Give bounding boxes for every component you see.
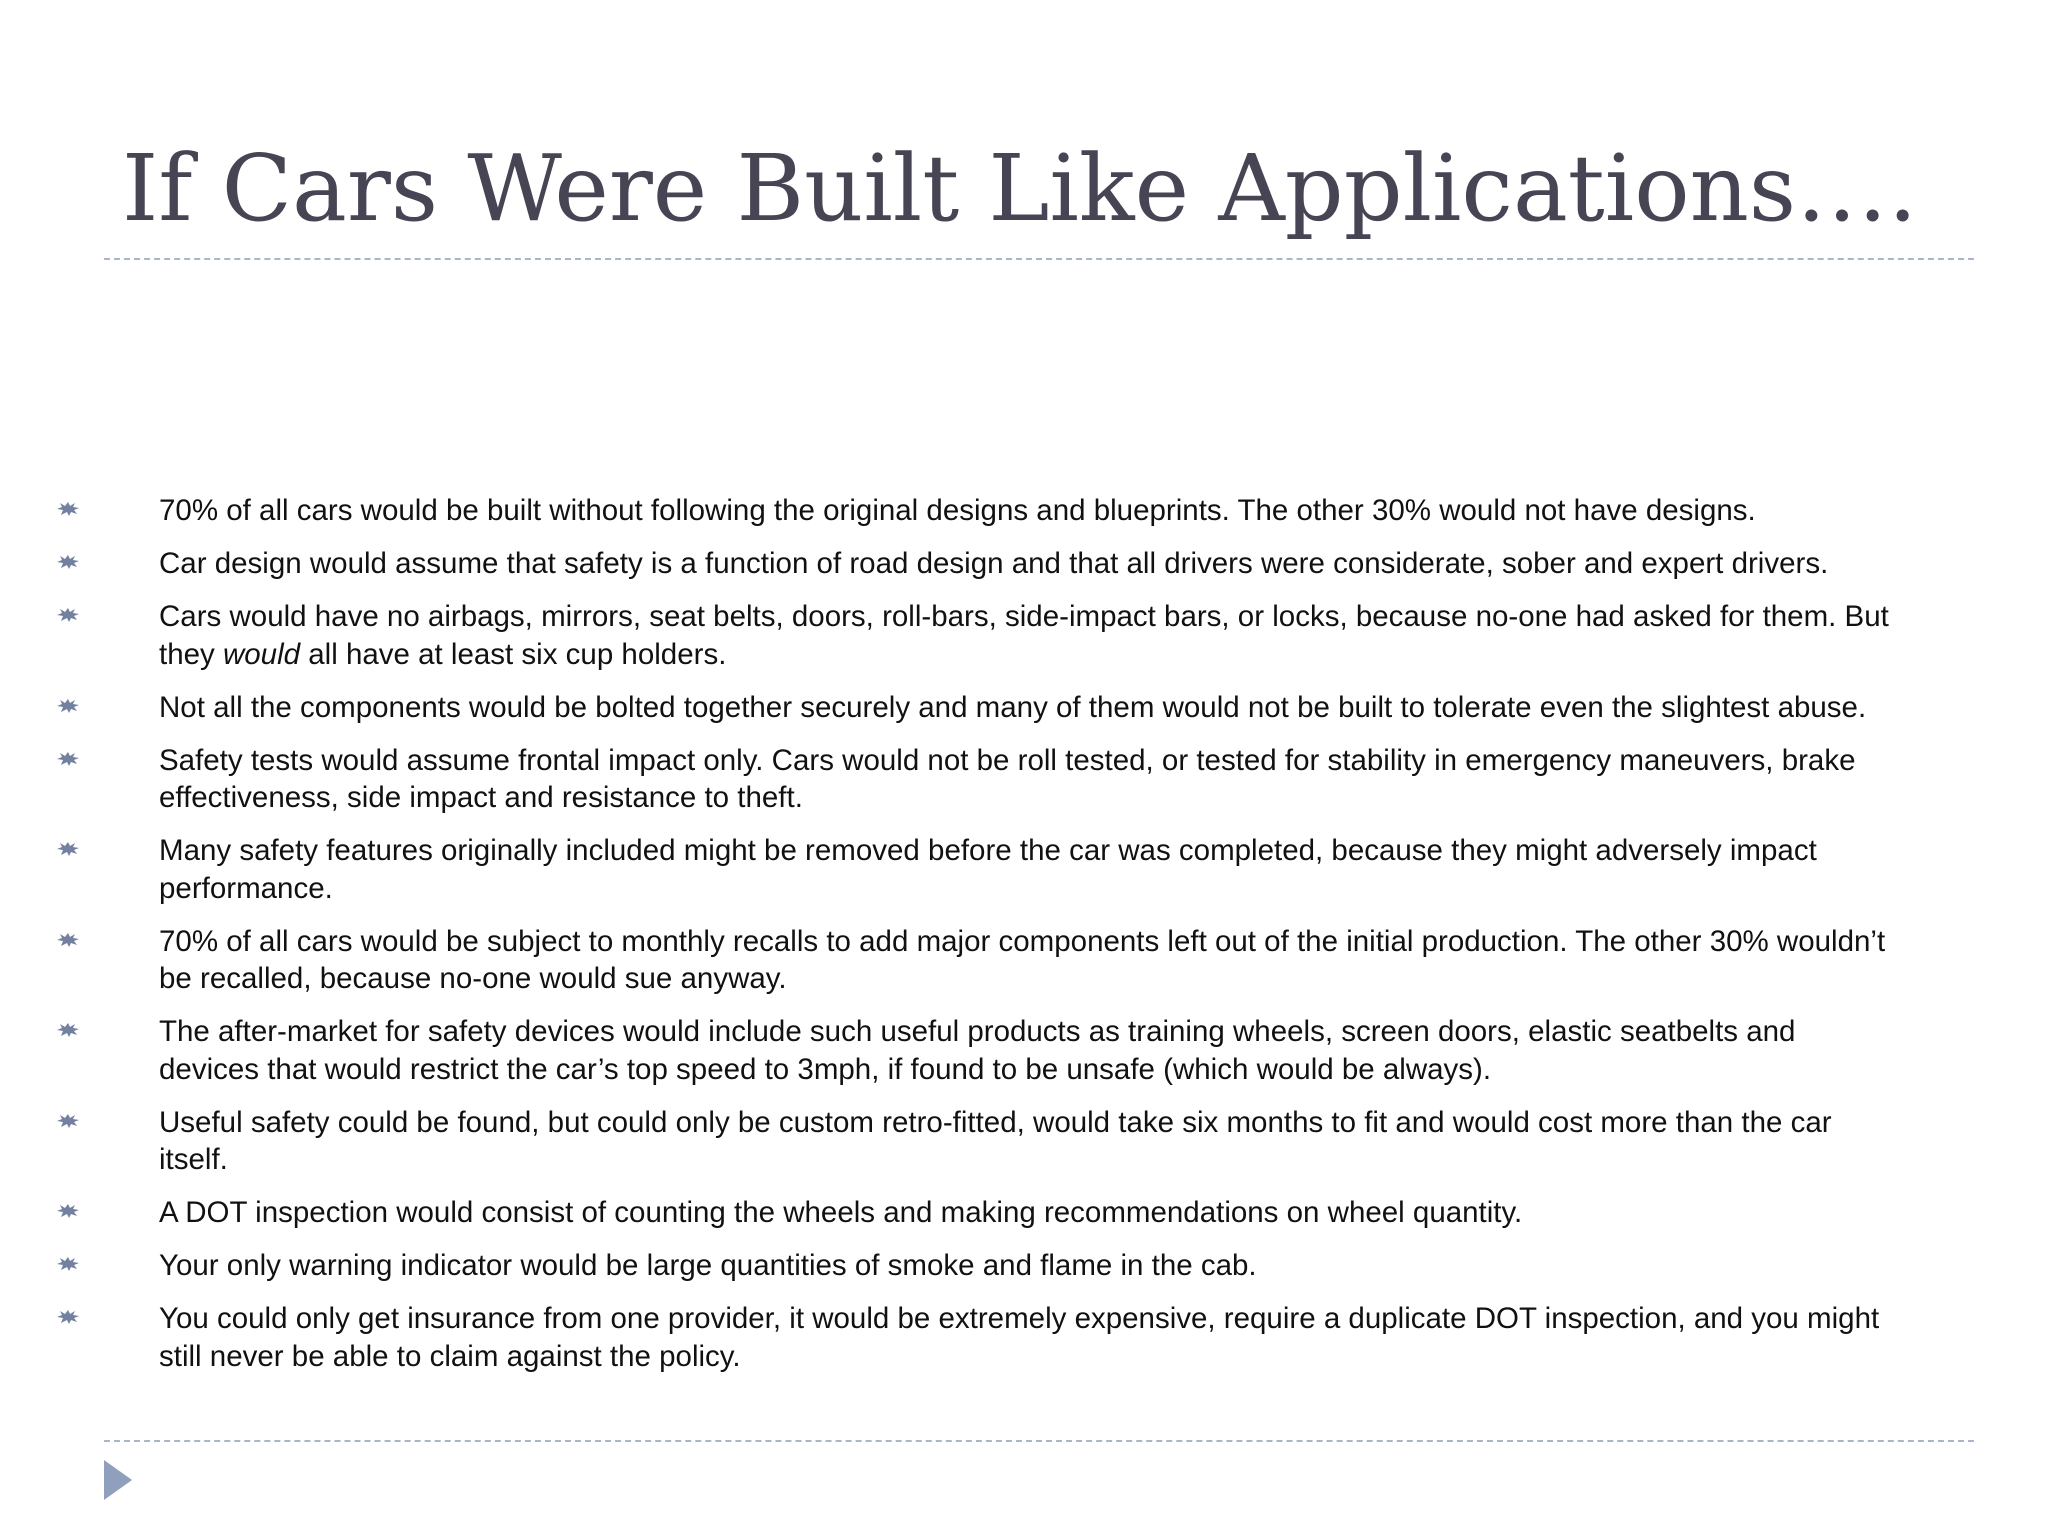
bullet-text: 70% of all cars would be built without following the original designs and blueprints. The other 30% would not have designs.: [159, 494, 1756, 527]
play-arrow-icon: [104, 1460, 132, 1500]
bullet-item: [0, 1300, 1899, 1375]
footer-divider: [104, 1440, 1974, 1442]
starburst-bullet-icon: [56, 1022, 80, 1038]
bullet-item: [0, 923, 1899, 998]
starburst-bullet-icon: [56, 1113, 80, 1129]
starburst-bullet-icon: [56, 501, 80, 517]
bullet-text: The after-market for safety devices would include such useful products as training wheels, screen doors, elastic seatbelts and devices that would restrict the car’s top speed to 3mph, if found to be unsafe (which would be always).: [159, 1015, 1796, 1086]
bullet-text-post: all have at least six cup holders.: [300, 637, 727, 671]
bullet-item: [0, 1013, 1899, 1088]
starburst-bullet-icon: [56, 841, 80, 857]
starburst-bullet-icon: [56, 607, 80, 623]
bullet-text: Car design would assume that safety is a function of road design and that all drivers were considerate, sober and expert drivers.: [159, 547, 1829, 580]
starburst-bullet-icon: [56, 554, 80, 570]
bullet-item: [0, 1104, 1899, 1179]
bullet-text-pre: Cars would have no airbags, mirrors, seat belts, doors, roll-bars, side-impact bars, or locks, because no-one had asked for them. But they: [159, 600, 1889, 671]
bullet-text: Useful safety could be found, but could only be custom retro-fitted, would take six months to fit and would cost more than the car itself.: [159, 1105, 1832, 1176]
bullet-text: A DOT inspection would consist of counting the wheels and making recommendations on wheel quantity.: [159, 1196, 1523, 1229]
bullet-text-emphasis: would: [222, 637, 301, 671]
starburst-bullet-icon: [56, 1256, 80, 1272]
bullet-item: [0, 832, 1899, 907]
bullet-list: [0, 492, 2048, 1391]
bullet-text: Many safety features originally included might be removed before the car was completed, because they might adversely impact performance.: [159, 834, 1817, 905]
bullet-item: [0, 1247, 1899, 1285]
bullet-text: You could only get insurance from one provider, it would be extremely expensive, require a duplicate DOT inspection, and you might still never be able to claim against the policy.: [159, 1302, 1880, 1373]
bullet-item: [0, 742, 1899, 817]
bullet-text: Safety tests would assume frontal impact only. Cars would not be roll tested, or tested for stability in emergency maneuvers, brake effectiveness, side impact and resistance to theft.: [159, 743, 1856, 814]
bullet-item: [0, 689, 1899, 727]
bullet-item: [0, 598, 1899, 673]
slide-title: If Cars Were Built Like Applications….: [122, 135, 1918, 242]
starburst-bullet-icon: [56, 698, 80, 714]
bullet-item: [0, 1194, 1899, 1232]
starburst-bullet-icon: [56, 1309, 80, 1325]
starburst-bullet-icon: [56, 932, 80, 948]
bullet-item: [0, 545, 1899, 583]
bullet-text: Your only warning indicator would be large quantities of smoke and flame in the cab.: [159, 1249, 1257, 1282]
title-divider: [104, 258, 1974, 260]
bullet-text: Not all the components would be bolted together securely and many of them would not be built to tolerate even the slightest abuse.: [159, 690, 1867, 724]
bullet-item: [0, 492, 1899, 530]
bullet-text: 70% of all cars would be subject to monthly recalls to add major components left out of the initial production. The other 30% wouldn’t be recalled, because no-one would sue anyway.: [159, 924, 1886, 995]
starburst-bullet-icon: [56, 751, 80, 767]
starburst-bullet-icon: [56, 1203, 80, 1219]
